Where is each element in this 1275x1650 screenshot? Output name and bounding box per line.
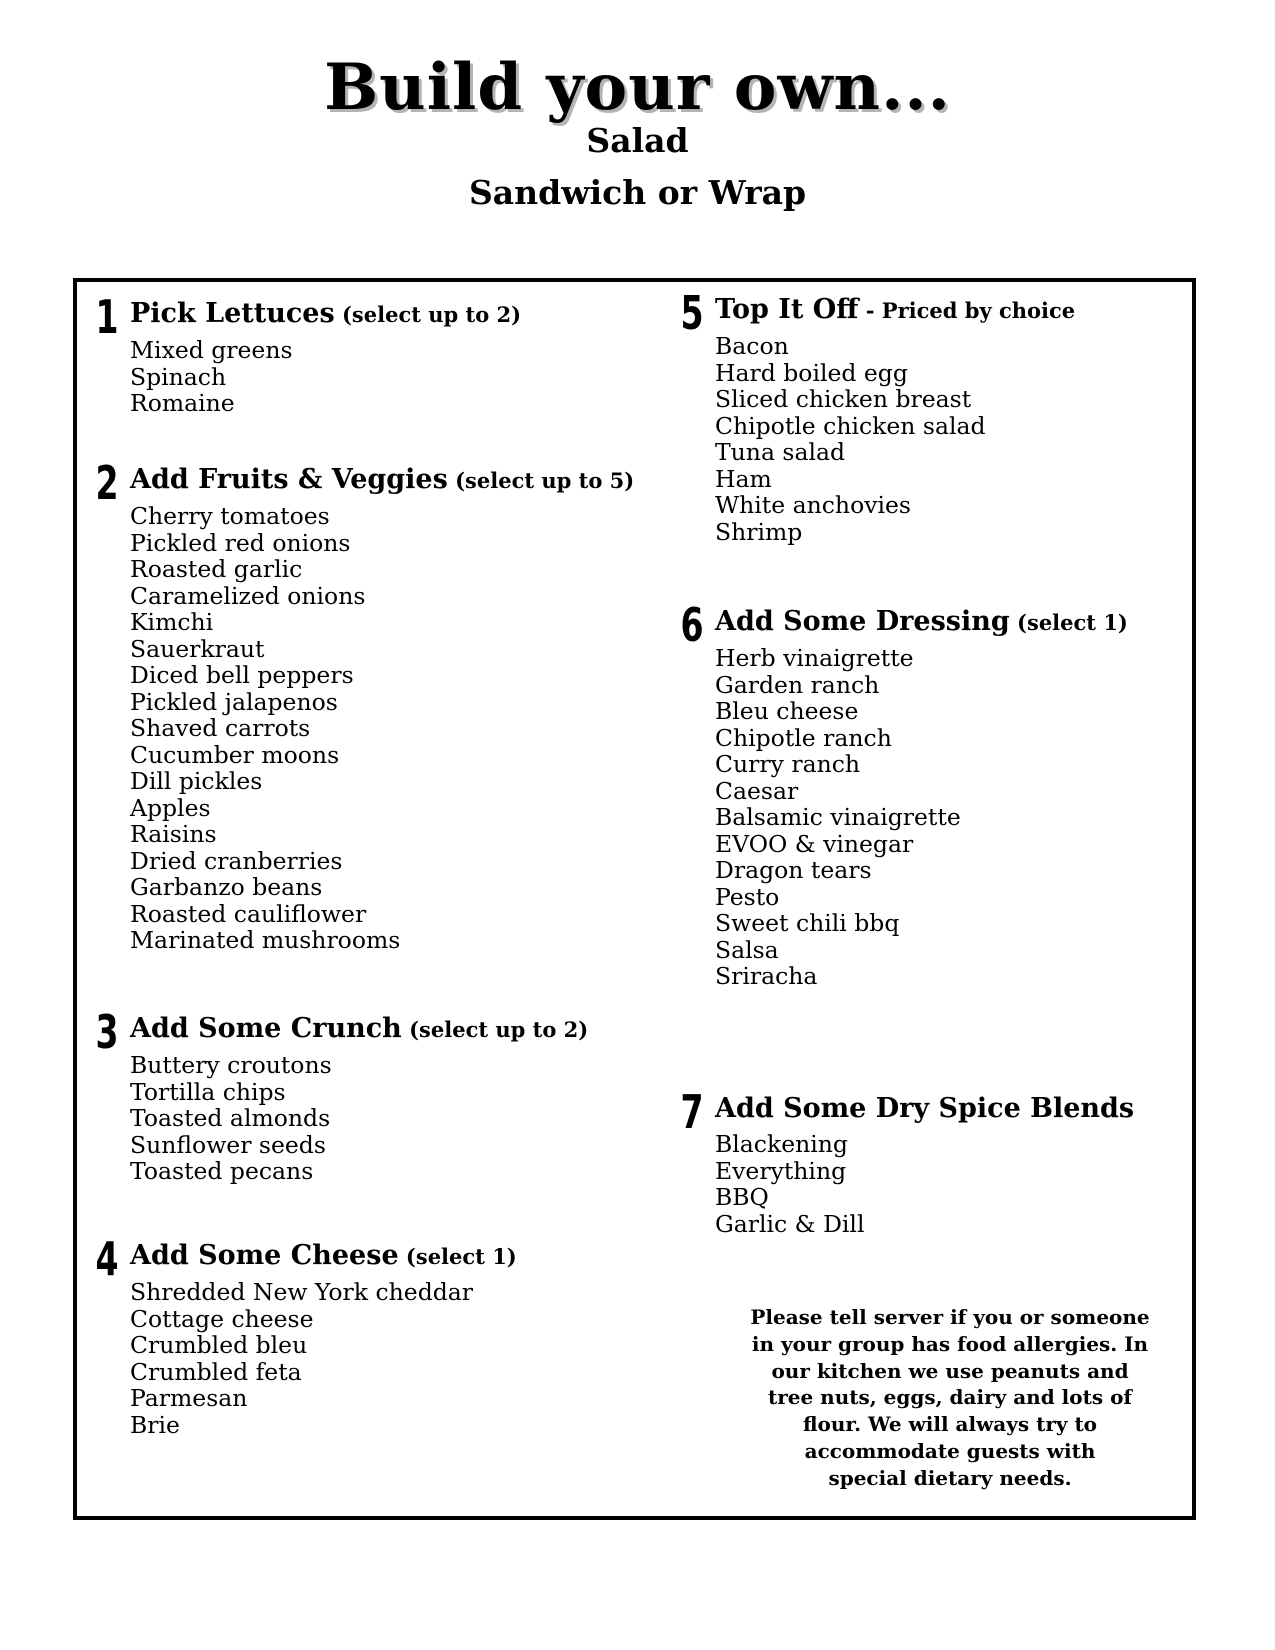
- menu-item: Chipotle chicken salad: [715, 411, 986, 440]
- section-5: [680, 286, 1076, 546]
- menu-item: Balsamic vinaigrette: [715, 803, 961, 831]
- menu-item: Sweet chili bbq: [715, 909, 900, 937]
- allergy-line: special dietary needs.: [828, 1465, 1072, 1490]
- section-title: Add Fruits & Veggies: [130, 464, 448, 495]
- menu-item: Bacon: [715, 332, 789, 360]
- section-note: (select 1): [398, 1244, 517, 1269]
- section-note: - Priced by choice: [858, 298, 1076, 323]
- menu-item: Parmesan: [130, 1384, 248, 1412]
- item-list: [715, 333, 1075, 545]
- menu-item: Crumbled bleu: [130, 1331, 308, 1359]
- menu-item: Shredded New York cheddar: [130, 1278, 474, 1306]
- item-list: [715, 1131, 1134, 1237]
- menu-item: Dragon tears: [715, 856, 872, 884]
- item-list: [130, 1279, 517, 1438]
- section-title: Pick Lettuces: [130, 298, 335, 329]
- section-7: [680, 1085, 1135, 1238]
- allergy-line: Please tell server if you or someone: [750, 1305, 1150, 1329]
- menu-item: Garbanzo beans: [130, 873, 323, 901]
- menu-item: Brie: [130, 1410, 180, 1439]
- menu-item: Sriracha: [715, 962, 818, 990]
- step-number: 5: [680, 286, 704, 340]
- step-number: 3: [95, 1005, 119, 1059]
- menu-item: Shrimp: [715, 517, 803, 546]
- section-title: Add Some Dry Spice Blends: [715, 1093, 1135, 1124]
- allergy-notice: [730, 1304, 1170, 1492]
- menu-item: Pickled jalapenos: [130, 687, 338, 716]
- allergy-line: accommodate guests with: [804, 1438, 1096, 1463]
- step-number: 1: [95, 290, 119, 344]
- menu-item: Apples: [130, 793, 211, 822]
- allergy-line: our kitchen we use peanuts and: [771, 1358, 1129, 1383]
- section-heading: [715, 292, 1075, 329]
- menu-item: BBQ: [715, 1183, 769, 1211]
- menu-item: White anchovies: [715, 491, 911, 519]
- subtitle-sandwich-wrap: Sandwich or Wrap: [468, 173, 807, 212]
- menu-item: Dill pickles: [130, 767, 263, 795]
- item-list: [130, 1052, 588, 1185]
- section-2: [95, 456, 635, 954]
- menu-item: Sunflower seeds: [130, 1130, 326, 1159]
- section-note: (select 1): [1009, 610, 1128, 635]
- menu-item: Ham: [715, 464, 772, 493]
- menu-item: Raisins: [130, 820, 217, 848]
- item-list: [130, 503, 634, 954]
- menu-item: Herb vinaigrette: [715, 644, 914, 672]
- section-heading: [130, 462, 634, 499]
- section-3: [95, 1005, 589, 1185]
- allergy-line: in your group has food allergies. In: [751, 1331, 1149, 1356]
- menu-item: Toasted pecans: [130, 1157, 314, 1185]
- menu-item: Bleu cheese: [715, 697, 859, 725]
- section-note: (select up to 5): [447, 468, 635, 493]
- menu-item: Buttery croutons: [130, 1051, 332, 1079]
- section-heading: [130, 296, 521, 333]
- menu-item: Shaved carrots: [130, 714, 311, 742]
- menu-item: Blackening: [715, 1130, 848, 1158]
- menu-item: Cottage cheese: [130, 1304, 314, 1333]
- step-number: 7: [680, 1085, 704, 1139]
- section-title: Top It Off: [715, 294, 859, 325]
- section-heading: [715, 604, 1128, 641]
- step-number: 6: [680, 598, 704, 652]
- menu-item: Kimchi: [130, 608, 214, 636]
- section-note: (select up to 2): [334, 302, 522, 327]
- menu-item: Hard boiled egg: [715, 358, 908, 387]
- item-list: [715, 645, 1128, 990]
- section-4: [95, 1232, 517, 1439]
- menu-item: Tuna salad: [715, 438, 846, 466]
- menu-item: Cucumber moons: [130, 740, 340, 769]
- subtitle-salad: Salad: [586, 121, 689, 160]
- menu-item: Roasted cauliflower: [130, 899, 367, 928]
- step-number: 2: [95, 456, 119, 510]
- step-number: 4: [95, 1232, 119, 1286]
- section-title: Add Some Dressing: [715, 606, 1010, 637]
- menu-item: Crumbled feta: [130, 1357, 302, 1386]
- menu-item: Garden ranch: [715, 670, 880, 699]
- allergy-line: tree nuts, eggs, dairy and lots of: [767, 1385, 1133, 1410]
- section-heading: [715, 1091, 1134, 1127]
- menu-item: Sauerkraut: [130, 634, 265, 663]
- menu-item: Chipotle ranch: [715, 723, 892, 752]
- menu-item: Toasted almonds: [130, 1104, 331, 1132]
- menu-item: Caesar: [715, 776, 799, 805]
- menu-title: Build your own...: [324, 50, 951, 125]
- menu-item: Spinach: [130, 362, 227, 391]
- menu-item: Pickled red onions: [130, 528, 351, 557]
- menu-item: Salsa: [715, 935, 779, 964]
- section-heading: [130, 1011, 588, 1048]
- section-note: (select up to 2): [401, 1017, 589, 1042]
- section-heading: [130, 1238, 517, 1275]
- menu-item: Tortilla chips: [130, 1077, 286, 1106]
- section-title: Add Some Cheese: [130, 1240, 399, 1271]
- menu-item: Curry ranch: [715, 750, 861, 778]
- menu-item: EVOO & vinegar: [715, 829, 914, 858]
- menu-item: Pesto: [715, 882, 780, 911]
- menu-item: Caramelized onions: [130, 581, 366, 610]
- menu-item: Garlic & Dill: [715, 1209, 865, 1238]
- menu-item: Roasted garlic: [130, 555, 303, 583]
- section-6: [680, 598, 1128, 990]
- section-title: Add Some Crunch: [130, 1013, 402, 1044]
- menu-item: Sliced chicken breast: [715, 385, 972, 413]
- item-list: [130, 337, 521, 417]
- allergy-line: flour. We will always try to: [802, 1412, 1098, 1437]
- menu-item: Dried cranberries: [130, 846, 343, 875]
- menu-item: Romaine: [130, 389, 235, 417]
- menu-item: Cherry tomatoes: [130, 502, 330, 530]
- menu-item: Diced bell peppers: [130, 661, 354, 689]
- section-1: [95, 290, 522, 417]
- menu-item: Marinated mushrooms: [130, 926, 401, 954]
- menu-item: Mixed greens: [130, 336, 293, 364]
- menu-item: Everything: [715, 1156, 847, 1185]
